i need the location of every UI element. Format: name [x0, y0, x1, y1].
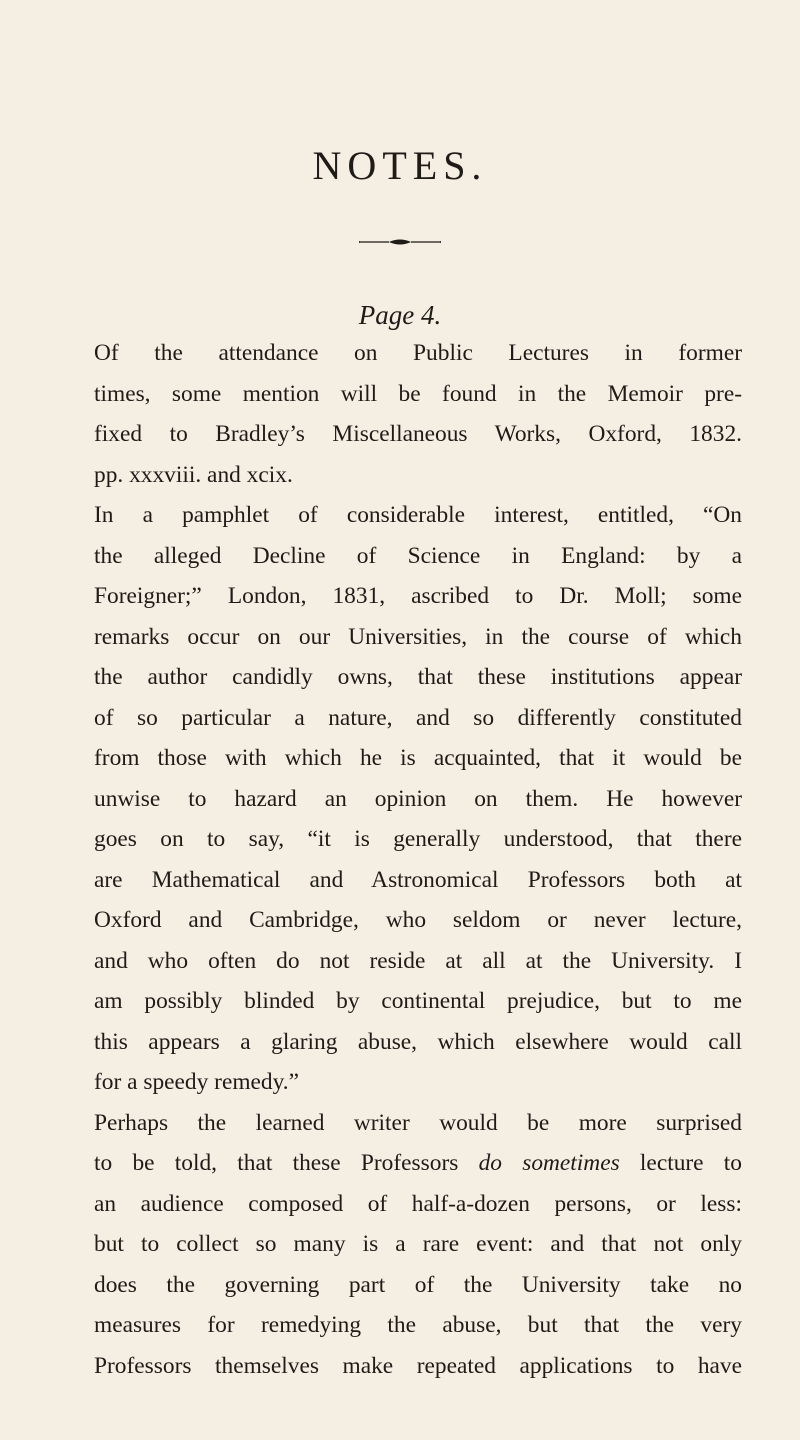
ornament-rule-icon [359, 236, 441, 248]
text-line: the author candidly owns, that these institutions appear [94, 664, 742, 690]
text-line-with-italic [94, 1143, 742, 1184]
text-segment: to be told, that these Professors [94, 1150, 479, 1176]
notes-heading: NOTES. [312, 143, 488, 188]
text-line: the alleged Decline of Science in England: by a [94, 542, 742, 569]
text-segment: lecture to [619, 1150, 743, 1176]
text-line: of so particular a nature, and so differently constituted [94, 704, 742, 731]
text-line: Perhaps the learned writer would be more surprised [94, 1109, 742, 1136]
text-line: times, some mention will be found in the Memoir pre- [94, 380, 742, 407]
text-line: for a speedy remedy.” [94, 1069, 299, 1095]
text-line: this appears a glaring abuse, which elsewhere would call [94, 1028, 742, 1055]
text-line: goes on to say, “it is generally understood, that there [94, 826, 742, 852]
body-text [94, 333, 742, 1386]
page-reference: Page 4. [358, 300, 442, 330]
text-line: Professors themselves make repeated applications to have [94, 1352, 742, 1379]
text-line: Oxford and Cambridge, who seldom or never lecture, [94, 907, 742, 933]
text-line: and who often do not reside at all at the University. I [94, 947, 742, 974]
text-line: does the governing part of the University take no [94, 1271, 742, 1298]
text-line: Foreigner;” London, 1831, ascribed to Dr. Moll; some [94, 583, 742, 609]
text-line: Of the attendance on Public Lectures in former [94, 340, 742, 366]
text-line: pp. xxxviii. and xcix. [94, 461, 293, 488]
text-line: unwise to hazard an opinion on them. He however [94, 785, 742, 812]
paragraph-1 [94, 333, 742, 495]
text-line: an audience composed of half-a-dozen persons, or less: [94, 1190, 742, 1217]
text-line: am possibly blinded by continental prejudice, but to me [94, 988, 742, 1014]
text-line: In a pamphlet of considerable interest, entitled, “On [94, 502, 742, 528]
text-line: fixed to Bradley’s Miscellaneous Works, Oxford, 1832. [94, 421, 742, 447]
paragraph-3 [94, 1103, 742, 1387]
paragraph-2 [94, 495, 742, 1103]
text-line: are Mathematical and Astronomical Professors both at [94, 866, 742, 893]
italic-phrase: do sometimes [478, 1150, 620, 1176]
text-line: measures for remedying the abuse, but that the very [94, 1312, 742, 1338]
text-line: but to collect so many is a rare event: and that not only [94, 1231, 742, 1257]
text-line: from those with which he is acquainted, that it would be [94, 745, 742, 771]
text-line: remarks occur on our Universities, in the course of which [94, 623, 742, 650]
